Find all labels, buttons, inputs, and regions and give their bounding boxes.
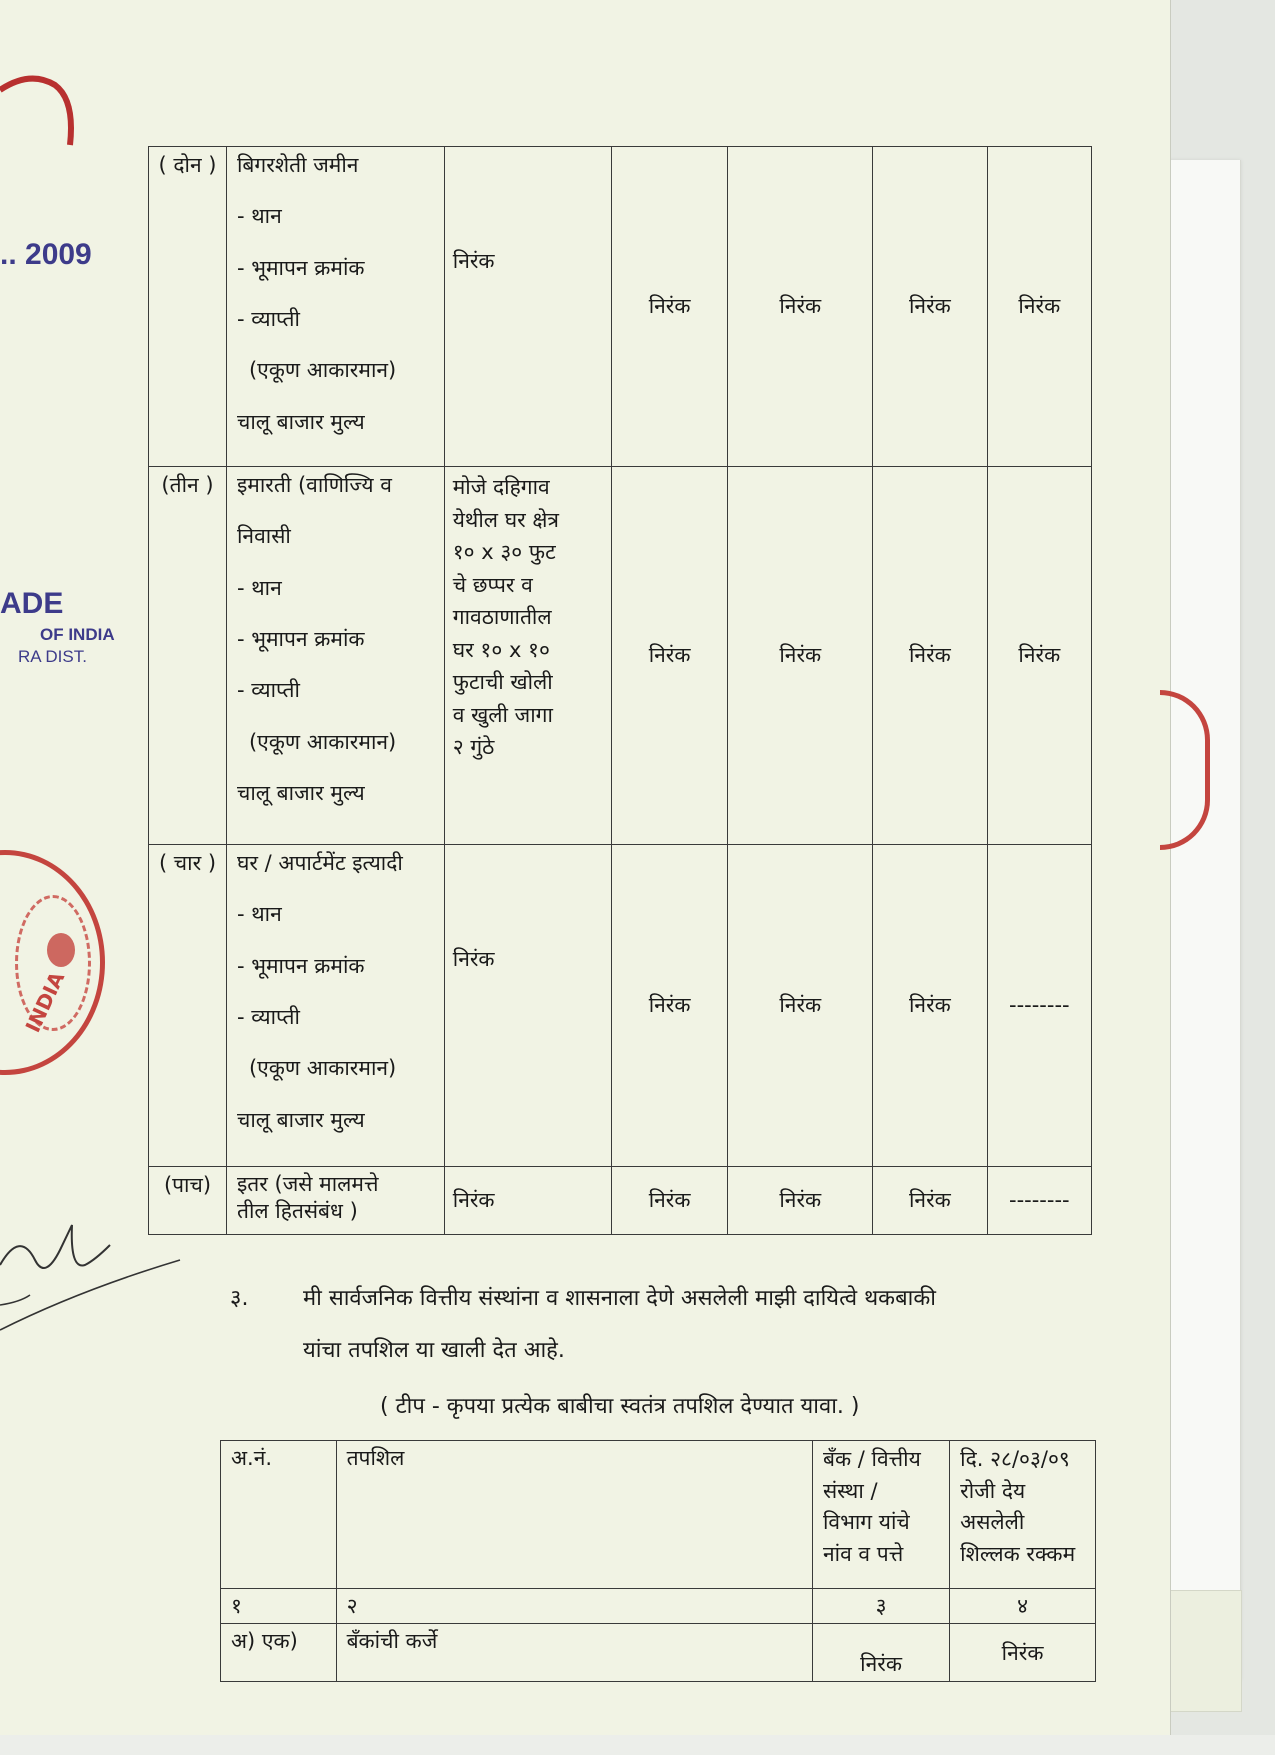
header-line: दि. २८/०३/०९ [960, 1447, 1070, 1471]
row-detail [444, 1167, 611, 1235]
desc-line: - थान [236, 902, 282, 927]
col-number: ३ [812, 1589, 949, 1624]
desc-line: - भूमापन क्रमांक [236, 627, 365, 652]
scan-bottom-edge [0, 1735, 1275, 1755]
header-line: शिल्लक रक्कम [960, 1541, 1076, 1566]
table-row [221, 1624, 1096, 1682]
desc-line: चालू बाजार मुल्य [236, 409, 365, 434]
section-text-line2: यांचा तपशिल या खाली देत आहे. [303, 1338, 565, 1363]
value-cell: निरंक [611, 467, 727, 845]
detail-value: निरंक [452, 947, 495, 971]
header-line: विभाग यांचे [822, 1510, 910, 1534]
row-description [226, 467, 444, 845]
row-number: (पाच) [149, 1167, 227, 1235]
value-cell: -------- [987, 1167, 1091, 1235]
assets-table [148, 146, 1092, 1235]
desc-line: - थान [236, 204, 282, 229]
detail-line: चे छप्पर व [452, 572, 533, 597]
row-detail: बँकांची कर्जे [336, 1624, 812, 1682]
desc-line: घर / अपार्टमेंट इत्यादी [236, 851, 403, 875]
detail-value: निरंक [452, 249, 495, 273]
underlying-page [1160, 160, 1241, 1680]
header-serial: अ.नं. [221, 1441, 337, 1589]
value-cell: निरंक [611, 845, 727, 1167]
section-note: ( टीप - कृपया प्रत्येक बाबीचा स्वतंत्र तपशिल देण्यात यावा. ) [380, 1394, 860, 1419]
stamp-name: ADE [0, 587, 64, 620]
row-description [226, 845, 444, 1167]
underlying-page-corner [1170, 1590, 1242, 1712]
value-cell: निरंक [611, 147, 727, 467]
stamp-line3: RA DIST. [18, 647, 87, 666]
desc-line: (एकूण आकारमान) [248, 358, 397, 383]
row-description [226, 147, 444, 467]
value-cell: निरंक [873, 1167, 987, 1235]
value-cell: निरंक [728, 467, 873, 845]
table-row [149, 845, 1092, 1167]
value-cell: निरंक [873, 845, 987, 1167]
detail-line: १० x ३० फुट [452, 540, 556, 565]
value-cell: -------- [987, 845, 1091, 1167]
row-number: (तीन ) [149, 467, 227, 845]
desc-line: (एकूण आकारमान) [248, 729, 397, 754]
table-row [149, 1167, 1092, 1235]
value-cell: निरंक [812, 1624, 949, 1682]
header-details: तपशिल [336, 1441, 812, 1589]
section-number: ३. [230, 1286, 249, 1311]
header-amount [950, 1441, 1096, 1589]
value-cell: निरंक [873, 147, 987, 467]
table-row [149, 147, 1092, 467]
section-text-line1: मी सार्वजनिक वित्तीय संस्थांना व शासनाला देणे असलेली माझी दायित्वे थकबाकी [303, 1286, 936, 1311]
detail-line: गावठाणातील [452, 605, 552, 630]
desc-line: इतर (जसे मालमत्ते [236, 1172, 379, 1196]
col-number: १ [221, 1589, 337, 1624]
row-number: अ) एक) [221, 1624, 337, 1682]
liabilities-table [220, 1440, 1096, 1682]
value-cell: निरंक [611, 1167, 727, 1235]
header-line: रोजी देय [960, 1478, 1026, 1503]
desc-line: तील हितसंबंध ) [236, 1199, 358, 1224]
desc-line: चालू बाजार मुल्य [236, 781, 365, 806]
row-number: ( चार ) [149, 845, 227, 1167]
desc-line: - थान [236, 575, 282, 600]
desc-line: - व्याप्ती [236, 678, 300, 703]
value-cell: निरंक [728, 147, 873, 467]
stamp-line2: OF INDIA [40, 625, 115, 644]
row-detail [444, 467, 611, 845]
header-line: बँक / वित्तीय [822, 1447, 921, 1471]
detail-value: निरंक [452, 1188, 495, 1213]
desc-line: - भूमापन क्रमांक [236, 953, 365, 978]
value-cell: निरंक [728, 1167, 873, 1235]
row-number: ( दोन ) [149, 147, 227, 467]
desc-line: (एकूण आकारमान) [248, 1056, 397, 1081]
header-bank [812, 1441, 949, 1589]
row-detail [444, 147, 611, 467]
value-cell: निरंक [728, 845, 873, 1167]
value-cell: निरंक [950, 1624, 1096, 1682]
header-line: असलेली [960, 1510, 1025, 1534]
desc-line: इमारती (वाणिज्यि व [236, 473, 392, 497]
notary-seal [0, 850, 105, 1075]
desc-line: - व्याप्ती [236, 1005, 300, 1030]
column-number-row [221, 1589, 1096, 1624]
desc-line: चालू बाजार मुल्य [236, 1107, 365, 1132]
desc-line: - व्याप्ती [236, 307, 300, 332]
value-cell: निरंक [873, 467, 987, 845]
desc-line: - भूमापन क्रमांक [236, 255, 365, 280]
row-description [226, 1167, 444, 1235]
table-row [149, 467, 1092, 845]
table-header-row [221, 1441, 1096, 1589]
edge-seal [1160, 690, 1210, 850]
detail-line: मोजे दहिगाव [452, 475, 550, 499]
binding-thread-icon [0, 70, 90, 160]
row-detail [444, 845, 611, 1167]
detail-line: २ गुंठे [452, 735, 495, 760]
detail-line: येथील घर क्षेत्र [452, 507, 560, 532]
desc-line: बिगरशेती जमीन [236, 153, 359, 177]
col-number: ४ [950, 1589, 1096, 1624]
stamp-date: .. 2009 [0, 238, 92, 271]
value-cell: निरंक [987, 467, 1091, 845]
detail-line: घर १० x १० [452, 637, 550, 662]
col-number: २ [336, 1589, 812, 1624]
header-line: संस्था / [822, 1478, 878, 1503]
desc-line: निवासी [236, 524, 291, 549]
header-line: नांव व पत्ते [822, 1541, 904, 1566]
detail-line: व खुली जागा [452, 702, 553, 727]
detail-line: फुटाची खोली [452, 670, 553, 695]
value-cell: निरंक [987, 147, 1091, 467]
seal-text: INDIA [20, 968, 70, 1036]
